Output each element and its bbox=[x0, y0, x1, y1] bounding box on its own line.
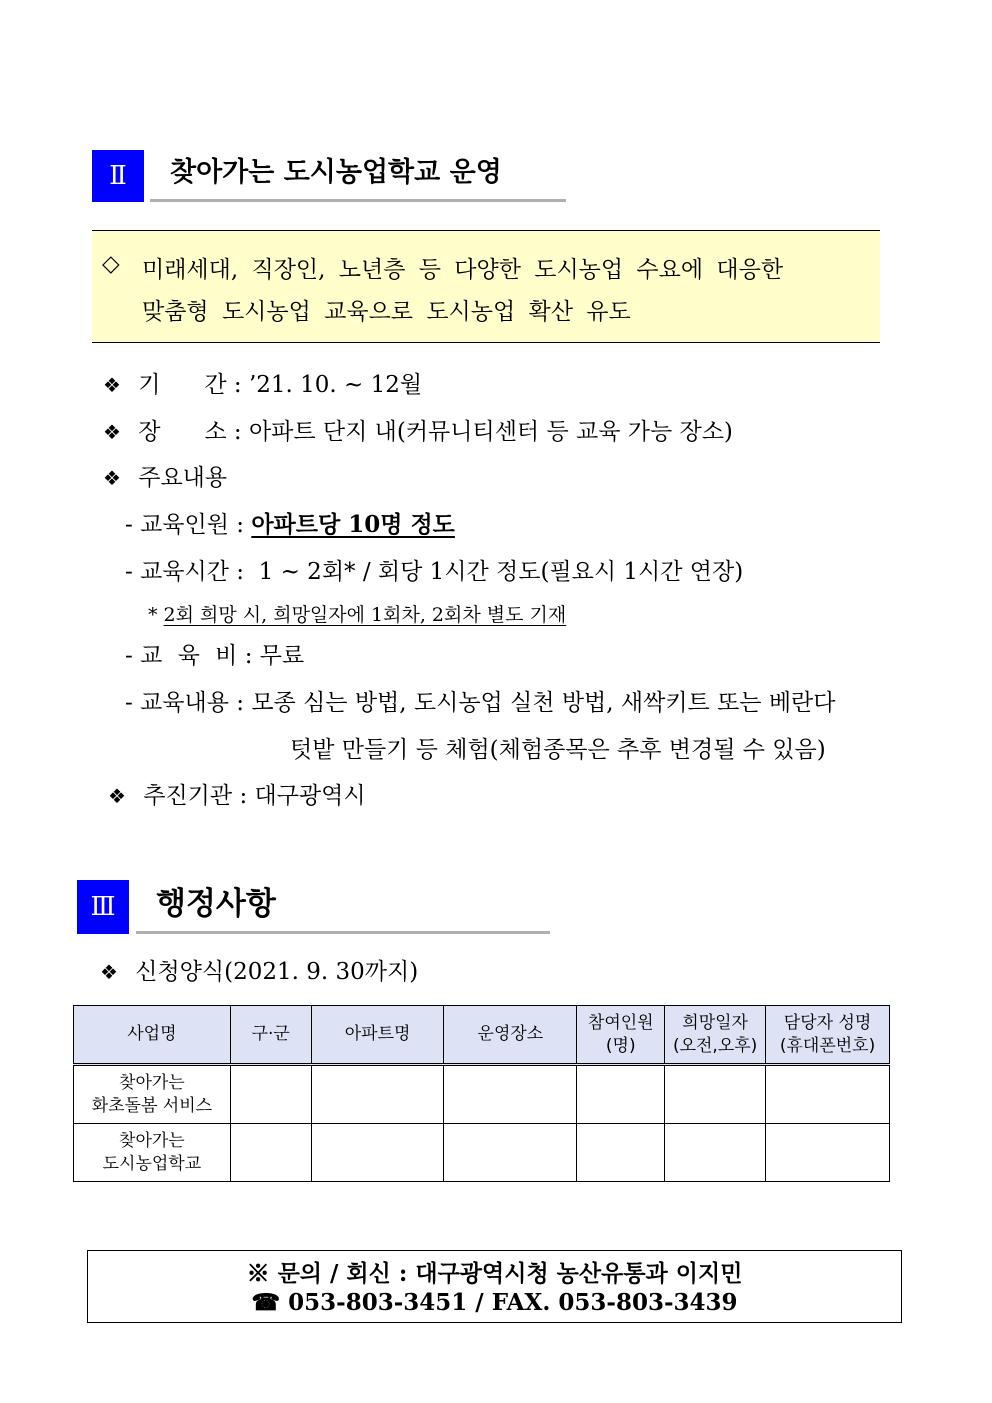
bullet-icon: ❖ bbox=[108, 784, 126, 808]
section-2-heading bbox=[92, 147, 566, 202]
contact-line-1: ※ 문의 / 회신 : 대구광역시청 농산유통과 이지민 bbox=[246, 1260, 743, 1287]
application-label: 신청양식(2021. 9. 30까지) bbox=[135, 959, 419, 985]
phone-icon: ☎ bbox=[251, 1289, 281, 1316]
application-form-table bbox=[73, 1005, 890, 1182]
item-separator: : bbox=[236, 512, 245, 538]
section-3-heading bbox=[77, 877, 550, 934]
empty-cell[interactable] bbox=[577, 1124, 665, 1182]
agency-label: 추진기관 bbox=[143, 783, 233, 809]
item-label: 교육시간 bbox=[140, 559, 229, 585]
empty-cell[interactable] bbox=[444, 1065, 577, 1124]
empty-cell[interactable] bbox=[766, 1065, 890, 1124]
contact-numbers: 053-803-3451 / FAX. 053-803-3439 bbox=[288, 1289, 738, 1316]
dash: - bbox=[125, 512, 133, 538]
header-participants: 참여인원 (명) bbox=[577, 1006, 665, 1065]
place-separator: : bbox=[233, 419, 242, 445]
agency-separator: : bbox=[239, 783, 248, 809]
note-text: 2회 희망 시, 희망일자에 1회차, 2회차 별도 기재 bbox=[163, 604, 567, 626]
dash: - bbox=[125, 643, 133, 669]
item-label: 교육인원 bbox=[140, 512, 229, 538]
time-note bbox=[148, 600, 566, 627]
header-preferred-date: 희망일자 (오전,오후) bbox=[665, 1006, 766, 1065]
contact-line-2 bbox=[88, 1289, 901, 1316]
item-value: 아파트당 10명 정도 bbox=[251, 511, 455, 538]
main-item-content-cont bbox=[290, 731, 826, 764]
empty-cell[interactable] bbox=[311, 1065, 444, 1124]
agency-row bbox=[108, 777, 366, 810]
section-title: 행정사항 bbox=[136, 877, 550, 934]
main-item-time bbox=[125, 553, 743, 586]
section-number-badge: Ⅱ bbox=[92, 150, 144, 202]
table-header-row bbox=[74, 1006, 890, 1065]
item-value: 1 ~ 2회* / 회당 1시간 정도(필요시 1시간 연장) bbox=[251, 559, 744, 585]
section-number-badge: Ⅲ bbox=[77, 880, 129, 934]
bullet-icon: ❖ bbox=[103, 420, 121, 444]
main-item-participants bbox=[125, 506, 455, 539]
item-label: 교육내용 bbox=[140, 690, 229, 716]
main-item-content bbox=[125, 684, 835, 717]
header-project-name: 사업명 bbox=[74, 1006, 231, 1065]
empty-cell[interactable] bbox=[444, 1124, 577, 1182]
empty-cell[interactable] bbox=[230, 1065, 311, 1124]
contact-box bbox=[87, 1250, 902, 1323]
bullet-icon: ❖ bbox=[100, 960, 118, 984]
place-value: 아파트 단지 내(커뮤니티센터 등 교육 가능 장소) bbox=[248, 419, 733, 445]
table-row bbox=[74, 1124, 890, 1182]
application-row bbox=[100, 953, 418, 986]
dash: - bbox=[125, 559, 133, 585]
empty-cell[interactable] bbox=[665, 1065, 766, 1124]
main-content-heading bbox=[103, 459, 227, 492]
project-name-cell: 찾아가는 화초돌봄 서비스 bbox=[74, 1065, 231, 1124]
period-separator: : bbox=[233, 372, 242, 398]
empty-cell[interactable] bbox=[577, 1065, 665, 1124]
summary-line-2: 맞춤형 도시농업 교육으로 도시농업 확산 유도 bbox=[142, 299, 631, 325]
period-row bbox=[103, 366, 422, 399]
item-value-continued: 텃밭 만들기 등 체험(체험종목은 추후 변경될 수 있음) bbox=[290, 737, 826, 763]
period-label: 기 간 bbox=[138, 372, 227, 398]
dash: - bbox=[125, 690, 133, 716]
empty-cell[interactable] bbox=[230, 1124, 311, 1182]
main-item-fee bbox=[125, 637, 304, 670]
empty-cell[interactable] bbox=[766, 1124, 890, 1182]
section-title: 찾아가는 도시농업학교 운영 bbox=[150, 147, 566, 202]
period-value: ’21. 10. ~ 12월 bbox=[248, 372, 423, 398]
item-label: 교 육 비 bbox=[140, 643, 238, 669]
summary-line-1: 미래세대, 직장인, 노년층 등 다양한 도시농업 수요에 대응한 bbox=[142, 257, 784, 283]
item-separator: : bbox=[236, 559, 245, 585]
place-label: 장 소 bbox=[138, 419, 227, 445]
note-mark: * bbox=[148, 604, 158, 626]
agency-value: 대구광역시 bbox=[254, 783, 366, 809]
bullet-icon: ❖ bbox=[103, 466, 121, 490]
header-venue: 운영장소 bbox=[444, 1006, 577, 1065]
item-value: 무료 bbox=[259, 643, 305, 669]
header-contact-person: 담당자 성명 (휴대폰번호) bbox=[766, 1006, 890, 1065]
main-content-label: 주요내용 bbox=[138, 465, 228, 491]
item-separator: : bbox=[236, 690, 245, 716]
header-apartment-name: 아파트명 bbox=[311, 1006, 444, 1065]
table-row bbox=[74, 1065, 890, 1124]
header-district: 구·군 bbox=[230, 1006, 311, 1065]
summary-box bbox=[92, 230, 880, 343]
bullet-icon: ❖ bbox=[103, 373, 121, 397]
empty-cell[interactable] bbox=[665, 1124, 766, 1182]
project-name-cell: 찾아가는 도시농업학교 bbox=[74, 1124, 231, 1182]
diamond-icon: ◇ bbox=[102, 251, 120, 277]
place-row bbox=[103, 413, 733, 446]
item-value: 모종 심는 방법, 도시농업 실천 방법, 새싹키트 또는 베란다 bbox=[251, 690, 836, 716]
item-separator: : bbox=[244, 643, 253, 669]
empty-cell[interactable] bbox=[311, 1124, 444, 1182]
